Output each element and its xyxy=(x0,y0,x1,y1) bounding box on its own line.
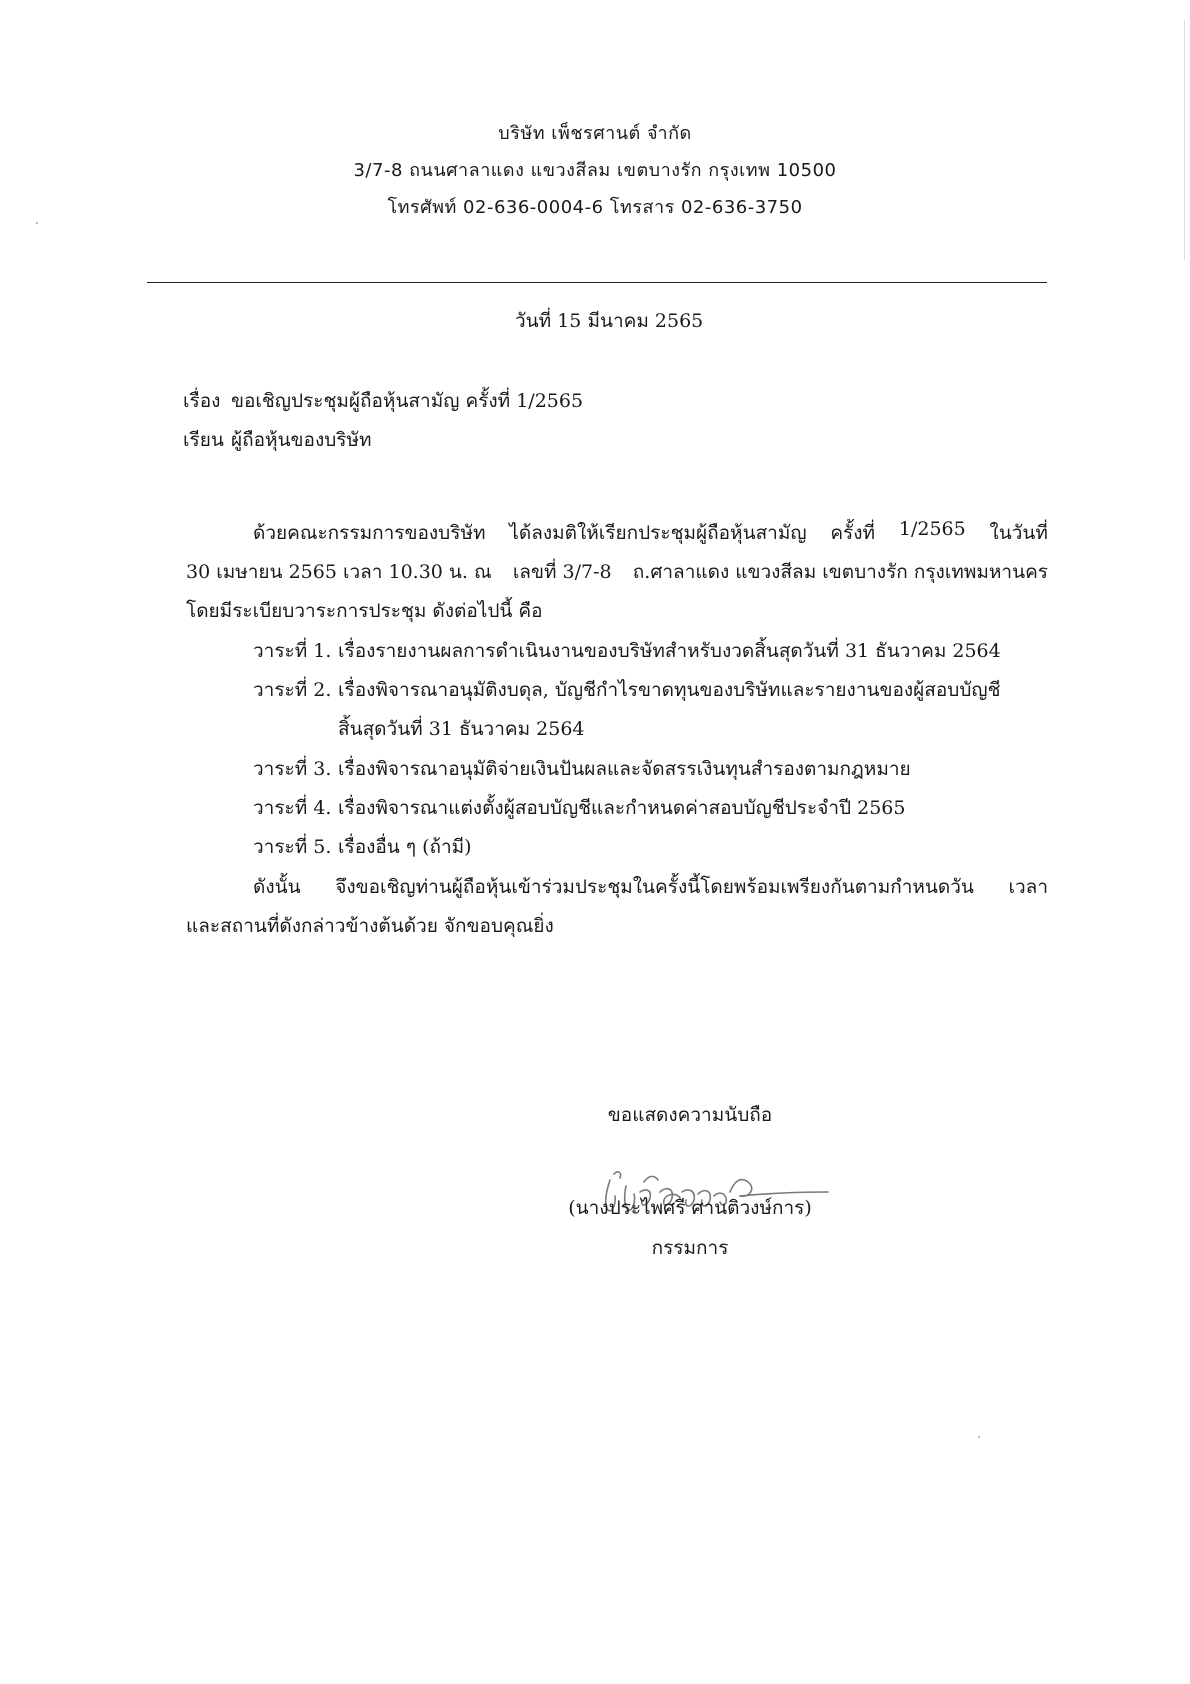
recipient-text: ผู้ถือหุ้นของบริษัท xyxy=(231,429,372,451)
scan-speck xyxy=(36,222,38,224)
agenda-label: วาระที่ 5. xyxy=(253,836,332,858)
closing-line-1-part: เวลา xyxy=(1008,876,1048,898)
intro-line-2 xyxy=(186,557,1048,587)
agenda-continuation: สิ้นสุดวันที่ 31 ธันวาคม 2564 xyxy=(338,718,585,740)
closing-line-1-part: ดังนั้น xyxy=(253,876,301,898)
intro-line-2-part: เลขที่ 3/7-8 xyxy=(512,561,612,583)
intro-line-1-part: ได้ลงมติให้เรียกประชุมผู้ถือหุ้นสามัญ xyxy=(509,522,807,544)
intro-line-1-part: 1/2565 xyxy=(898,518,966,540)
signatory-name: (นางประไพศรี ศานติวงษ์การ) xyxy=(568,1197,812,1219)
signatory-position: กรรมการ xyxy=(651,1237,729,1259)
agenda-text: เรื่องพิจารณาอนุมัติจ่ายเงินปันผลและจัดสรรเงินทุนสำรองตามกฎหมาย xyxy=(338,758,911,780)
company-contact: โทรศัพท์ 02-636-0004-6 โทรสาร 02-636-3750 xyxy=(387,197,803,218)
agenda-text: เรื่องอื่น ๆ (ถ้ามี) xyxy=(338,836,472,858)
agenda-label: วาระที่ 1. xyxy=(253,640,332,662)
company-address: 3/7-8 ถนนศาลาแดง แขวงสีลม เขตบางรัก กรุงเทพ 10500 xyxy=(353,160,837,181)
agenda-label: วาระที่ 4. xyxy=(253,797,332,819)
recipient-label: เรียน xyxy=(183,429,224,451)
closing-line-1-part: จึงขอเชิญท่านผู้ถือหุ้นเข้าร่วมประชุมในครั้งนี้โดยพร้อมเพรียงกันตามกำหนดวัน xyxy=(335,876,974,898)
scan-edge-mark xyxy=(1184,20,1185,260)
letter-date: วันที่ 15 มีนาคม 2565 xyxy=(515,310,704,332)
agenda-text: เรื่องรายงานผลการดำเนินงานของบริษัทสำหรับงวดสิ้นสุดวันที่ 31 ธันวาคม 2564 xyxy=(338,640,1001,662)
agenda-label: วาระที่ 2. xyxy=(253,679,332,701)
closing-line-2: และสถานที่ดังกล่าวข้างต้นด้วย จักขอบคุณยิ่ง xyxy=(186,915,554,937)
intro-line-3: โดยมีระเบียบวาระการประชุม ดังต่อไปนี้ คือ xyxy=(186,600,543,622)
agenda-label: วาระที่ 3. xyxy=(253,758,332,780)
intro-line-1-part: ครั้งที่ xyxy=(830,522,876,544)
intro-line-1-part: ด้วยคณะกรรมการของบริษัท xyxy=(253,522,486,544)
intro-line-1-part: ในวันที่ xyxy=(989,522,1048,544)
letterhead-divider xyxy=(147,282,1047,283)
intro-line-2-part: 30 เมษายน 2565 เวลา 10.30 น. ณ xyxy=(186,561,492,583)
agenda-text: เรื่องพิจารณาอนุมัติงบดุล, บัญชีกำไรขาดทุนของบริษัทและรายงานของผู้สอบบัญชี xyxy=(338,679,1001,701)
salutation: ขอแสดงความนับถือ xyxy=(607,1104,773,1126)
scan-speck xyxy=(978,1436,980,1438)
intro-line-2-part: ถ.ศาลาแดง แขวงสีลม เขตบางรัก กรุงเทพมหานคร xyxy=(632,561,1048,583)
subject-label: เรื่อง xyxy=(183,390,221,412)
subject-text: ขอเชิญประชุมผู้ถือหุ้นสามัญ ครั้งที่ 1/2565 xyxy=(231,390,584,412)
agenda-text: เรื่องพิจารณาแต่งตั้งผู้สอบบัญชีและกำหนดค่าสอบบัญชีประจำปี 2565 xyxy=(338,797,906,819)
closing-line-1 xyxy=(253,872,1048,902)
company-name: บริษัท เพ็ชรศานต์ จำกัด xyxy=(498,123,692,144)
intro-line-1 xyxy=(253,518,1048,548)
